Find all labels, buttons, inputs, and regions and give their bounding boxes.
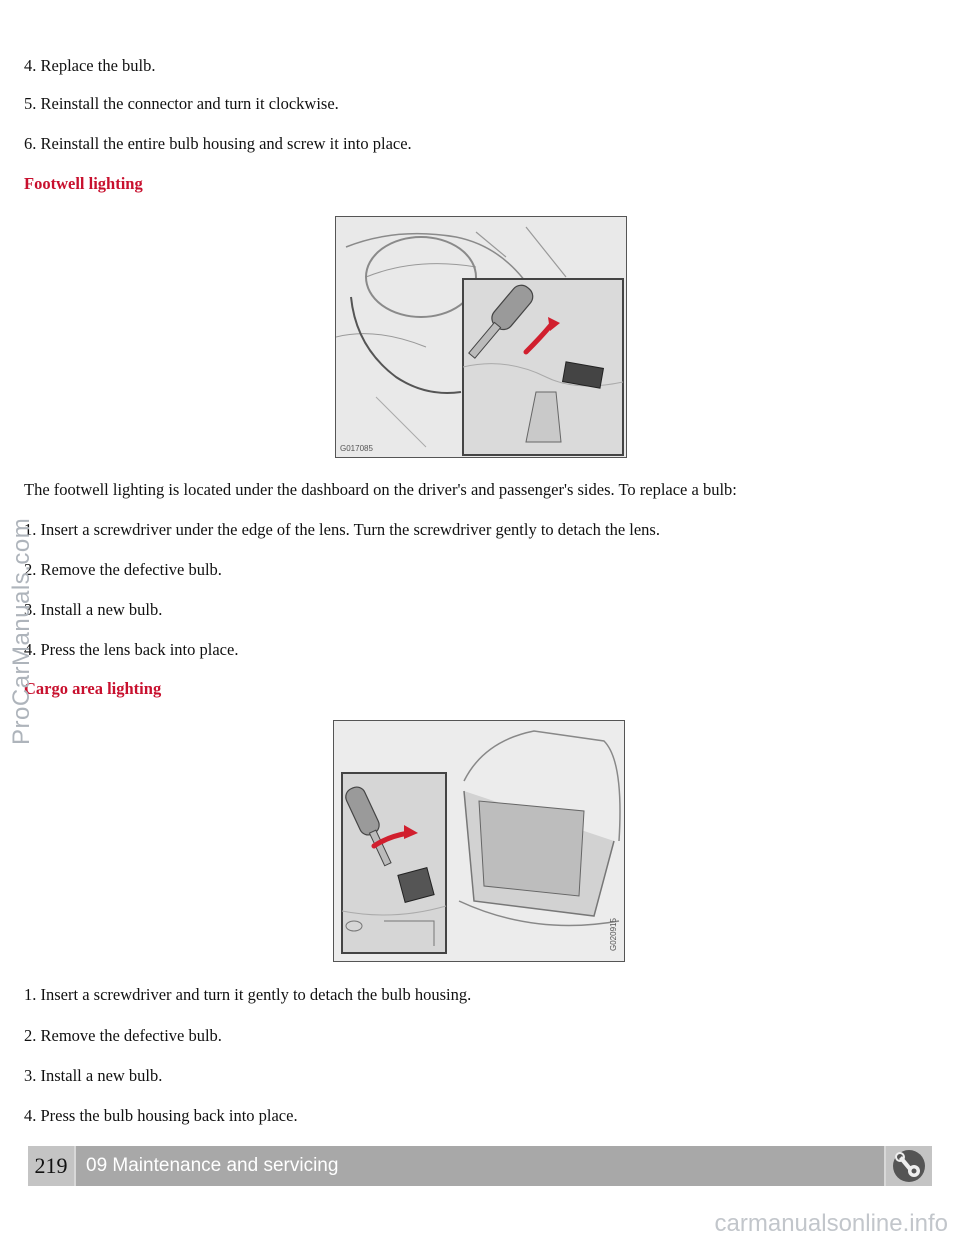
text-line: 4. Replace the bulb. xyxy=(24,56,156,75)
figure-code: G017085 xyxy=(340,444,373,453)
bottom-watermark: carmanualsonline.info xyxy=(714,1210,948,1237)
text-line: 1. Insert a screwdriver under the edge of the lens. Turn the screwdriver gently to detach the lens. xyxy=(24,520,660,539)
text-line: 2. Remove the defective bulb. xyxy=(24,1026,222,1045)
text-line: 6. Reinstall the entire bulb housing and screw it into place. xyxy=(24,134,412,153)
section-heading-footwell: Footwell lighting xyxy=(24,174,143,193)
footwell-drawing xyxy=(336,217,626,457)
cargo-drawing xyxy=(334,721,624,961)
section-heading-cargo: Cargo area lighting xyxy=(24,679,162,698)
figure-code: G020915 xyxy=(609,918,618,951)
text-line: The footwell lighting is located under the dashboard on the driver's and passenger's sides. To replace a bulb: xyxy=(24,480,737,499)
footwell-illustration xyxy=(335,216,627,458)
wrench-gear-icon xyxy=(886,1146,932,1186)
text-line: 5. Reinstall the connector and turn it clockwise. xyxy=(24,94,339,113)
text-line: 4. Press the bulb housing back into place. xyxy=(24,1106,298,1125)
cargo-illustration xyxy=(333,720,625,962)
text-line: 4. Press the lens back into place. xyxy=(24,640,239,659)
text-line: 3. Install a new bulb. xyxy=(24,1066,163,1085)
page-footer xyxy=(28,1146,932,1186)
text-line: 2. Remove the defective bulb. xyxy=(24,560,222,579)
text-line: 3. Install a new bulb. xyxy=(24,600,163,619)
chapter-title: 09 Maintenance and servicing xyxy=(76,1146,884,1186)
page-number: 219 xyxy=(28,1146,74,1186)
side-watermark: ProCarManuals.com xyxy=(8,517,35,745)
text-line: 1. Insert a screwdriver and turn it gently to detach the bulb housing. xyxy=(24,985,472,1004)
